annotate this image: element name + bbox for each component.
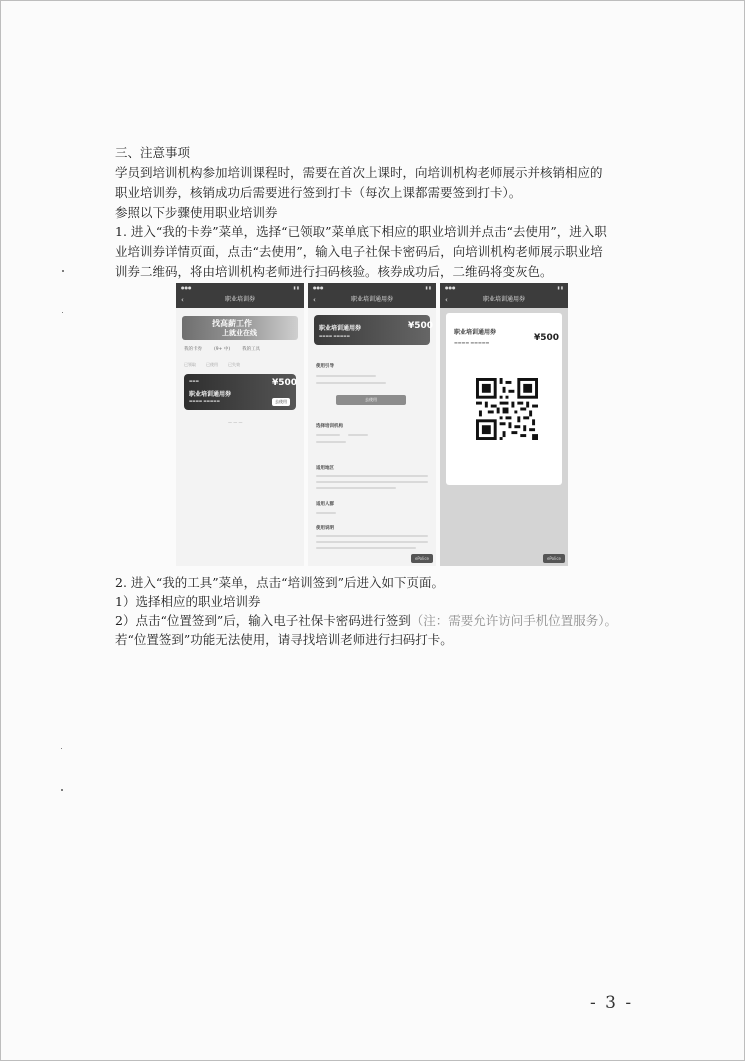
text-placeholder [316,434,340,436]
step1-line: 业培训券详情页面，点击“去使用”，输入电子社保卡密码后，向培训机构老师展示职业培 [115,244,603,259]
back-icon: ‹ [181,296,184,304]
app-screenshots [176,283,571,566]
status-bar: ●●● ▮ ▮ [176,283,304,292]
voucher-price: ¥500 [408,321,434,331]
text-placeholder [316,541,428,543]
step1-line: 1. 进入“我的卡券”菜单，选择“已领取”菜单底下相应的职业培训并点击“去使用”，进入职 [115,224,607,239]
voucher-card [184,374,296,410]
tab-row [176,340,304,352]
text-placeholder [316,441,346,443]
nav-bar [176,292,304,308]
nav-bar [308,292,436,308]
voucher-meta: ▬▬▬ [189,379,199,383]
list-end-text: — — — [228,420,243,425]
voucher-title: 职业培训通用券 [454,329,497,336]
subtab-received: 已领取 [184,362,196,367]
section-description: 使用说明 [316,526,334,531]
status-bar: ●●● ▮ ▮ [308,283,436,292]
paragraph-line: 职业培训券，核销成功后需要进行签到打卡（每次上课都需要签到打卡）。 [115,185,522,200]
voucher-title: 职业培训通用券 [189,391,232,398]
voucher-meta: ▬▬▬▬ ▬▬▬▬▬ [319,334,350,338]
screenshot-voucher-qrcode [440,283,568,566]
tab-count: (9+ 中) [214,347,231,352]
scan-speck [62,312,63,313]
subtab-expired: 已失效 [228,362,240,367]
text-placeholder [348,434,368,436]
step1-line: 训券二维码，将由培训机构老师进行扫码核验。核券成功后，二维码将变灰色。 [115,264,553,279]
promo-banner [182,316,298,340]
banner-line: 上就业在线 [222,329,257,337]
screenshot-voucher-list [176,283,304,566]
scan-speck [61,748,62,749]
voucher-meta: ▬▬▬▬ ▬▬▬▬▬ [189,399,220,403]
nav-title: 职业培训券 [224,296,255,303]
text-placeholder [316,535,428,537]
text-placeholder [316,475,428,477]
text-placeholder [316,547,416,549]
text-placeholder [316,512,336,514]
step2-sub2-note: （注：需要允许访问手机位置服务）。 [410,613,618,628]
section-people: 适用人群 [316,502,334,507]
step2-sub2 [115,613,617,629]
nav-bar [440,292,568,308]
section-usage-guide: 使用引导 [316,364,334,369]
text-placeholder [316,375,376,377]
scan-speck [61,789,63,791]
tab-my-tools: 我的工具 [242,347,261,352]
step2-sub1: 1）选择相应的职业培训券 [115,594,261,609]
corner-tag: ePolice [411,554,433,563]
subtab-row [176,352,304,368]
voucher-meta: ▬▬▬▬ ▬▬▬▬▬ [454,340,490,345]
paragraph-line: 学员到培训机构参加培训课程时，需要在首次上课时，向培训机构老师展示并核销相应的 [115,165,603,180]
qr-panel [446,313,562,485]
back-icon: ‹ [445,296,448,304]
nav-title: 职业培训通用券 [350,296,393,303]
banner-line: 找高薪工作 [212,319,252,328]
use-button: 去使用 [336,395,406,405]
section-heading: 三、注意事项 [115,145,191,160]
use-button: 去使用 [272,398,290,406]
step2-sub2-main: 2）点击“位置签到”后，输入电子社保卡密码进行签到 [115,613,411,628]
tab-my-vouchers: 我的卡券 [184,347,202,352]
step2-last: 若“位置签到”功能无法使用，请寻找培训老师进行扫码打卡。 [115,632,453,647]
scan-speck [62,270,64,272]
text-placeholder [316,481,428,483]
voucher-card [314,315,434,345]
back-icon: ‹ [313,296,316,304]
section-area: 适用地区 [316,466,334,471]
status-bar: ●●● ▮ ▮ [440,283,568,292]
screenshot-voucher-detail [308,283,436,566]
step2-line: 2. 进入“我的工具”菜单，点击“培训签到”后进入如下页面。 [115,575,444,590]
voucher-price: ¥500 [534,333,560,343]
text-placeholder [316,487,396,489]
nav-title: 职业培训通用券 [482,296,525,303]
section-org: 选择培训机构 [316,424,343,429]
text-placeholder [316,382,386,384]
voucher-title: 职业培训通用券 [319,325,362,332]
subtab-used: 已使用 [206,362,218,367]
qr-code-icon [476,378,538,440]
corner-tag: ePolice [543,554,565,563]
voucher-price: ¥500 [272,378,298,388]
page-number: - 3 - [590,993,634,1013]
paragraph-line: 参照以下步骤使用职业培训券 [115,205,278,220]
